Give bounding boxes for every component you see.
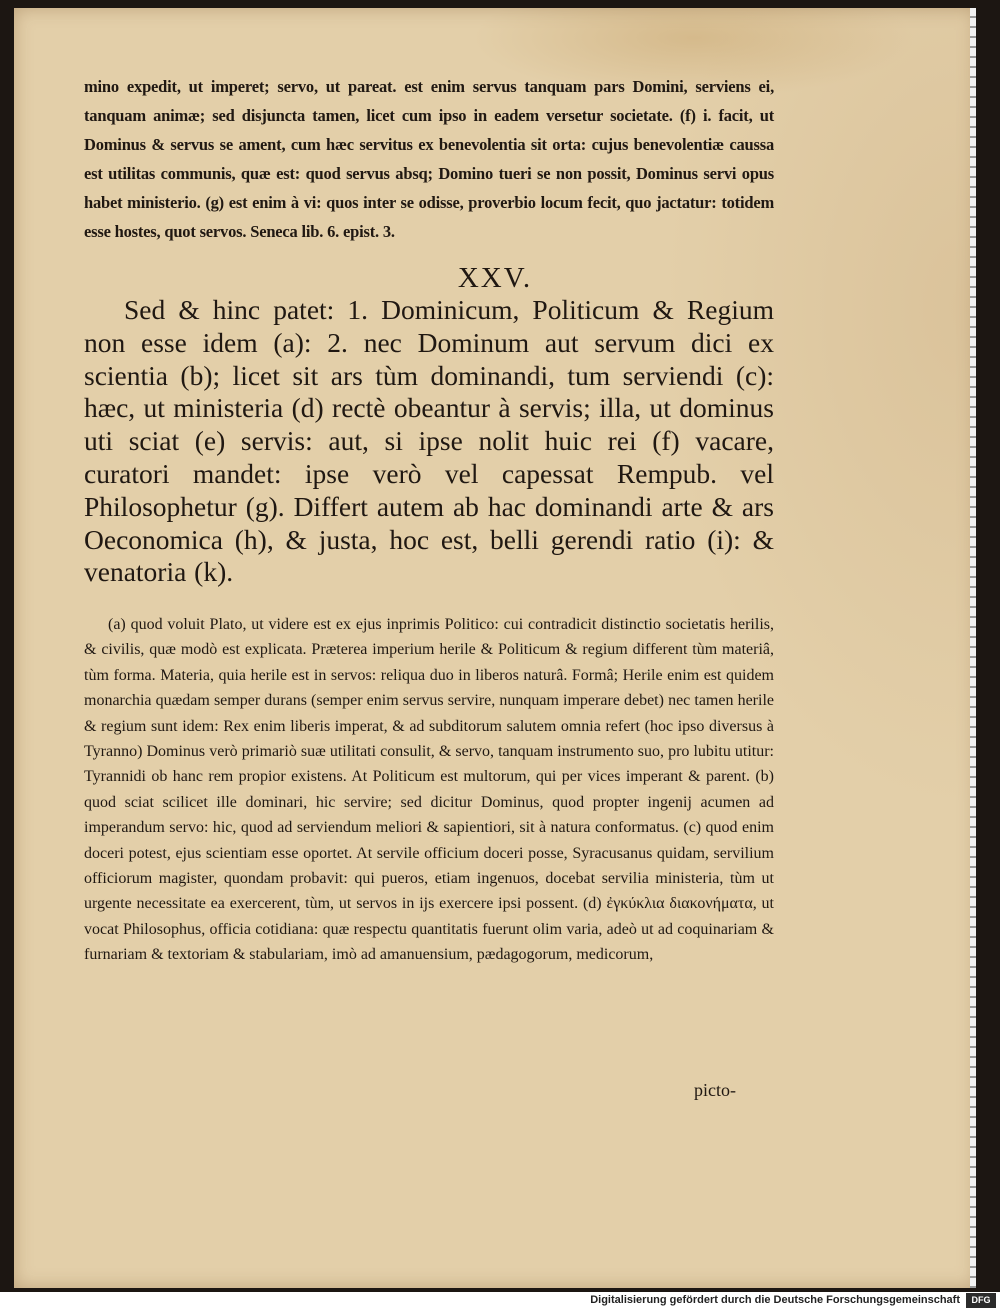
footer-bar — [0, 1292, 1000, 1310]
book-page — [14, 8, 976, 1288]
main-paragraph-text: Sed & hinc patet: 1. Dominicum, Politicum & Regium non esse idem (a): 2. nec Dominum aut servum dici ex scientia (b); licet sit ars tùm dominandi, tum serviendi (c): hæc, ut ministeria (d) rectè obeantur à servis; illa, ut dominus uti sciat (e) servis: aut, si ipse nolit huic rei (f) vacare, curatori mandet: ipse verò vel capessat Rempub. vel Philosophetur (g). Differt autem ab hac dominandi arte & ars Oeconomica (h), & justa, hoc est, belli gerendi ratio (i): & venatoria (k). — [84, 294, 774, 588]
scale-ruler — [970, 8, 976, 1288]
footnotes-bottom-text: (a) quod voluit Plato, ut videre est ex ejus inprimis Politico: cui contradicit distinctio societatis herilis, & civilis, quæ modò est explicata. Præterea imperium herile & Politicum & regium different tùm materiâ, tùm forma. Materia, quia herile est in servos: reliqua duo in liberos naturâ. Formâ; Herile enim est quidem monarchia quædam semper durans (semper enim servus servire, nunquam imperare debet) nec tamen herile & regium sunt idem: Rex enim liberis imperat, & ad subditorum salutem omnia refert (hoc ipso diversus à Tyranno) Dominus verò primariò suæ utilitati consulit, & servo, tanquam instrumento suo, pro lubitu utitur: Tyrannidi ob hanc rem propior existens. At Politicum est multorum, qui per vices imperant & parent. (b) quod sciat scilicet ille dominari, hic servire; sed dicitur Dominus, quod propter ingenij acumen ad imperandum servo: hic, quod ad serviendum meliori & sapientiori, sit à natura conformatus. (c) quod enim doceri potest, ejus scientiam esse oportet. At servile officium doceri posse, Syracusanus quidam, servilium officiorum magister, quondam probavit: qui pueros, etiam ingenuos, docebat servilia ministeria, tùm ut urgente necessitate ea exercerent, tùm, ut servos in ijs exercere ipsi possent. (d) ἐγκύκλια διακονήματα, ut vocat Philosophus, officia cotidiana: quæ respectu quantitatis fuerunt olim varia, adeò ut ad coquinariam & furnariam & textoriam & stabulariam, imò ad amanuensium, pædagogorum, medicorum, — [84, 616, 774, 964]
footnotes-top — [84, 72, 774, 246]
section-number: XXV. — [457, 262, 533, 294]
dfg-logo-icon: DFG — [966, 1293, 996, 1308]
footnotes-top-text: mino expedit, ut imperet; servo, ut pareat. est enim servus tanquam pars Domini, serviens ei, tanquam animæ; sed disjuncta tamen, licet cum ipso in eadem versetur societate. (f) i. facit, ut Dominus & servus se ament, cum hæc servitus ex benevolentia sit orta: cujus benevolentiæ caussa est utilitas communis, quæ est: quod servus absq; Domino tueri se non possit, Dominus servi opus habet ministerio. (g) est enim à vi: quos inter se odisse, proverbio locum fecit, quo jactatur: totidem esse hostes, quot servos. Seneca lib. 6. epist. 3. — [84, 77, 774, 241]
catchword: picto- — [694, 1080, 736, 1100]
main-paragraph — [84, 294, 774, 589]
footnotes-bottom — [84, 612, 774, 968]
footer-credit: Digitalisierung gefördert durch die Deutsche Forschungsgemeinschaft — [590, 1294, 960, 1306]
